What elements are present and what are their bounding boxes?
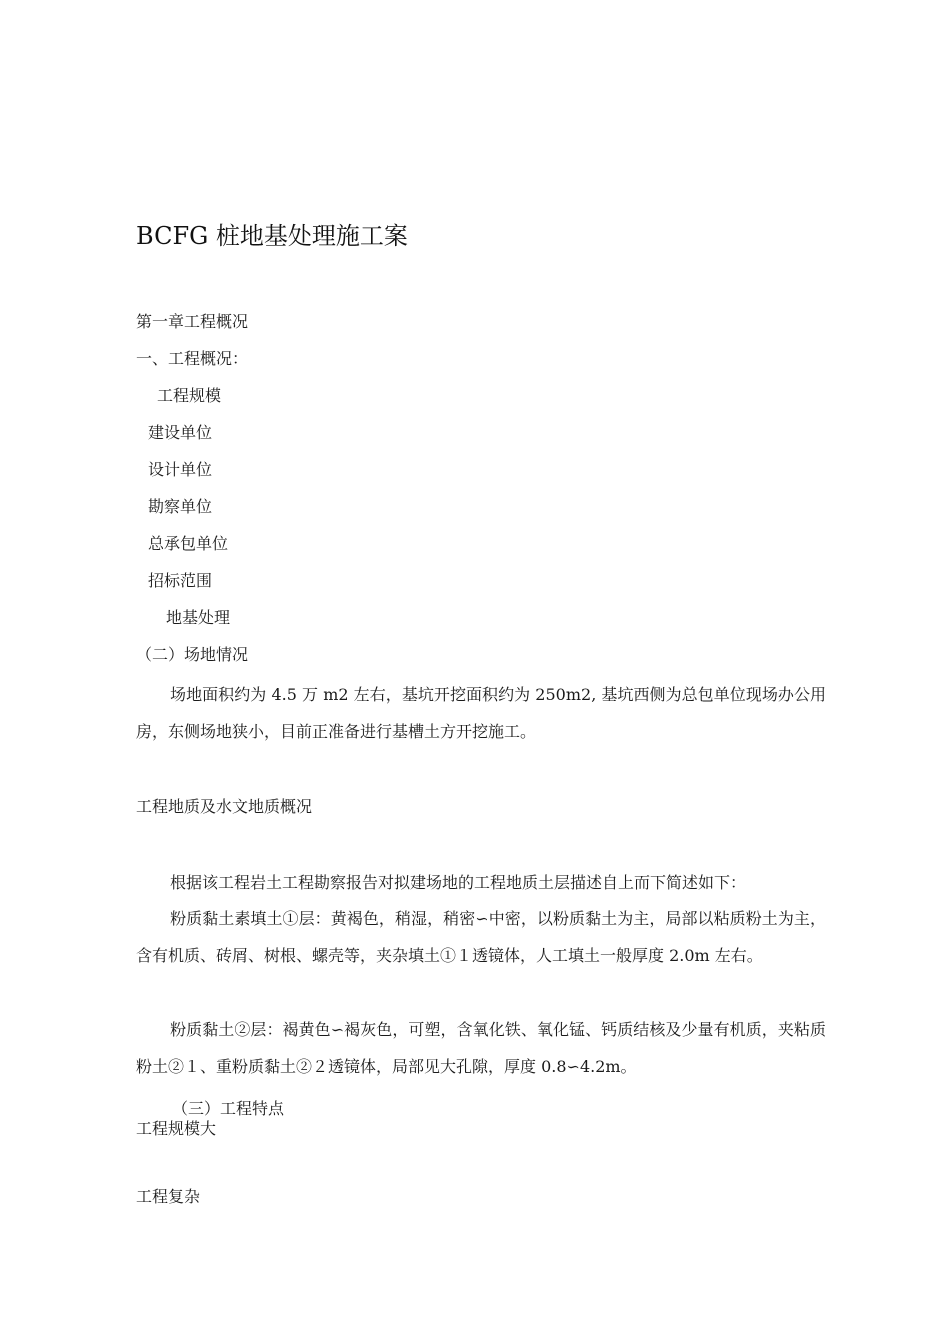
item-builder: 建设单位 xyxy=(148,423,213,442)
item-surveyor: 勘察单位 xyxy=(148,497,213,516)
item-designer: 设计单位 xyxy=(148,460,213,479)
geology-intro-text: 根据该工程岩土工程勘察报告对拟建场地的工程地质土层描述自上而下简述如下： xyxy=(170,873,747,892)
item-scale: 工程规模 xyxy=(157,386,222,405)
soil-layer-1-text: 粉质黏土素填土①层：黄褐色，稍湿，稍密∽中密，以粉质黏土为主，局部以粘质粉土为主，含有机质、砖屑、树根、螺壳等，夹杂填土①１透镜体，人工填土一般厚度 2.0m 左右。 xyxy=(136,909,826,965)
geology-heading: 工程地质及水文地质概况 xyxy=(136,797,313,816)
item-contractor: 总承包单位 xyxy=(148,534,229,553)
feature-scale: 工程规模大 xyxy=(136,1119,217,1138)
chapter-heading: 第一章工程概况 xyxy=(136,312,249,331)
site-paragraph xyxy=(136,676,826,750)
section-heading-overview: 一、工程概况： xyxy=(136,349,249,368)
soil-layer-2 xyxy=(136,1011,826,1085)
soil-layer-2-text: 粉质黏土②层：褐黄色∽褐灰色，可塑，含氧化铁、氧化锰、钙质结核及少量有机质，夹粘质粉土②１、重粉质黏土②２透镜体，局部见大孔隙，厚度 0.8∽4.2m。 xyxy=(136,1020,826,1076)
feature-complexity: 工程复杂 xyxy=(136,1187,201,1206)
site-paragraph-text: 场地面积约为 4.5 万 m2 左右，基坑开挖面积约为 250m2, 基坑西侧为总包单位现场办公用房，东侧场地狭小，目前正准备进行基槽土方开挖施工。 xyxy=(136,685,826,741)
section-heading-site: （二）场地情况 xyxy=(136,645,249,664)
soil-layer-1 xyxy=(136,900,826,974)
item-foundation: 地基处理 xyxy=(166,608,231,627)
section-heading-features: （三）工程特点 xyxy=(172,1099,285,1118)
geology-intro xyxy=(136,864,826,901)
item-scope: 招标范围 xyxy=(148,571,213,590)
document-title: BCFG 桩地基处理施工案 xyxy=(136,222,408,250)
